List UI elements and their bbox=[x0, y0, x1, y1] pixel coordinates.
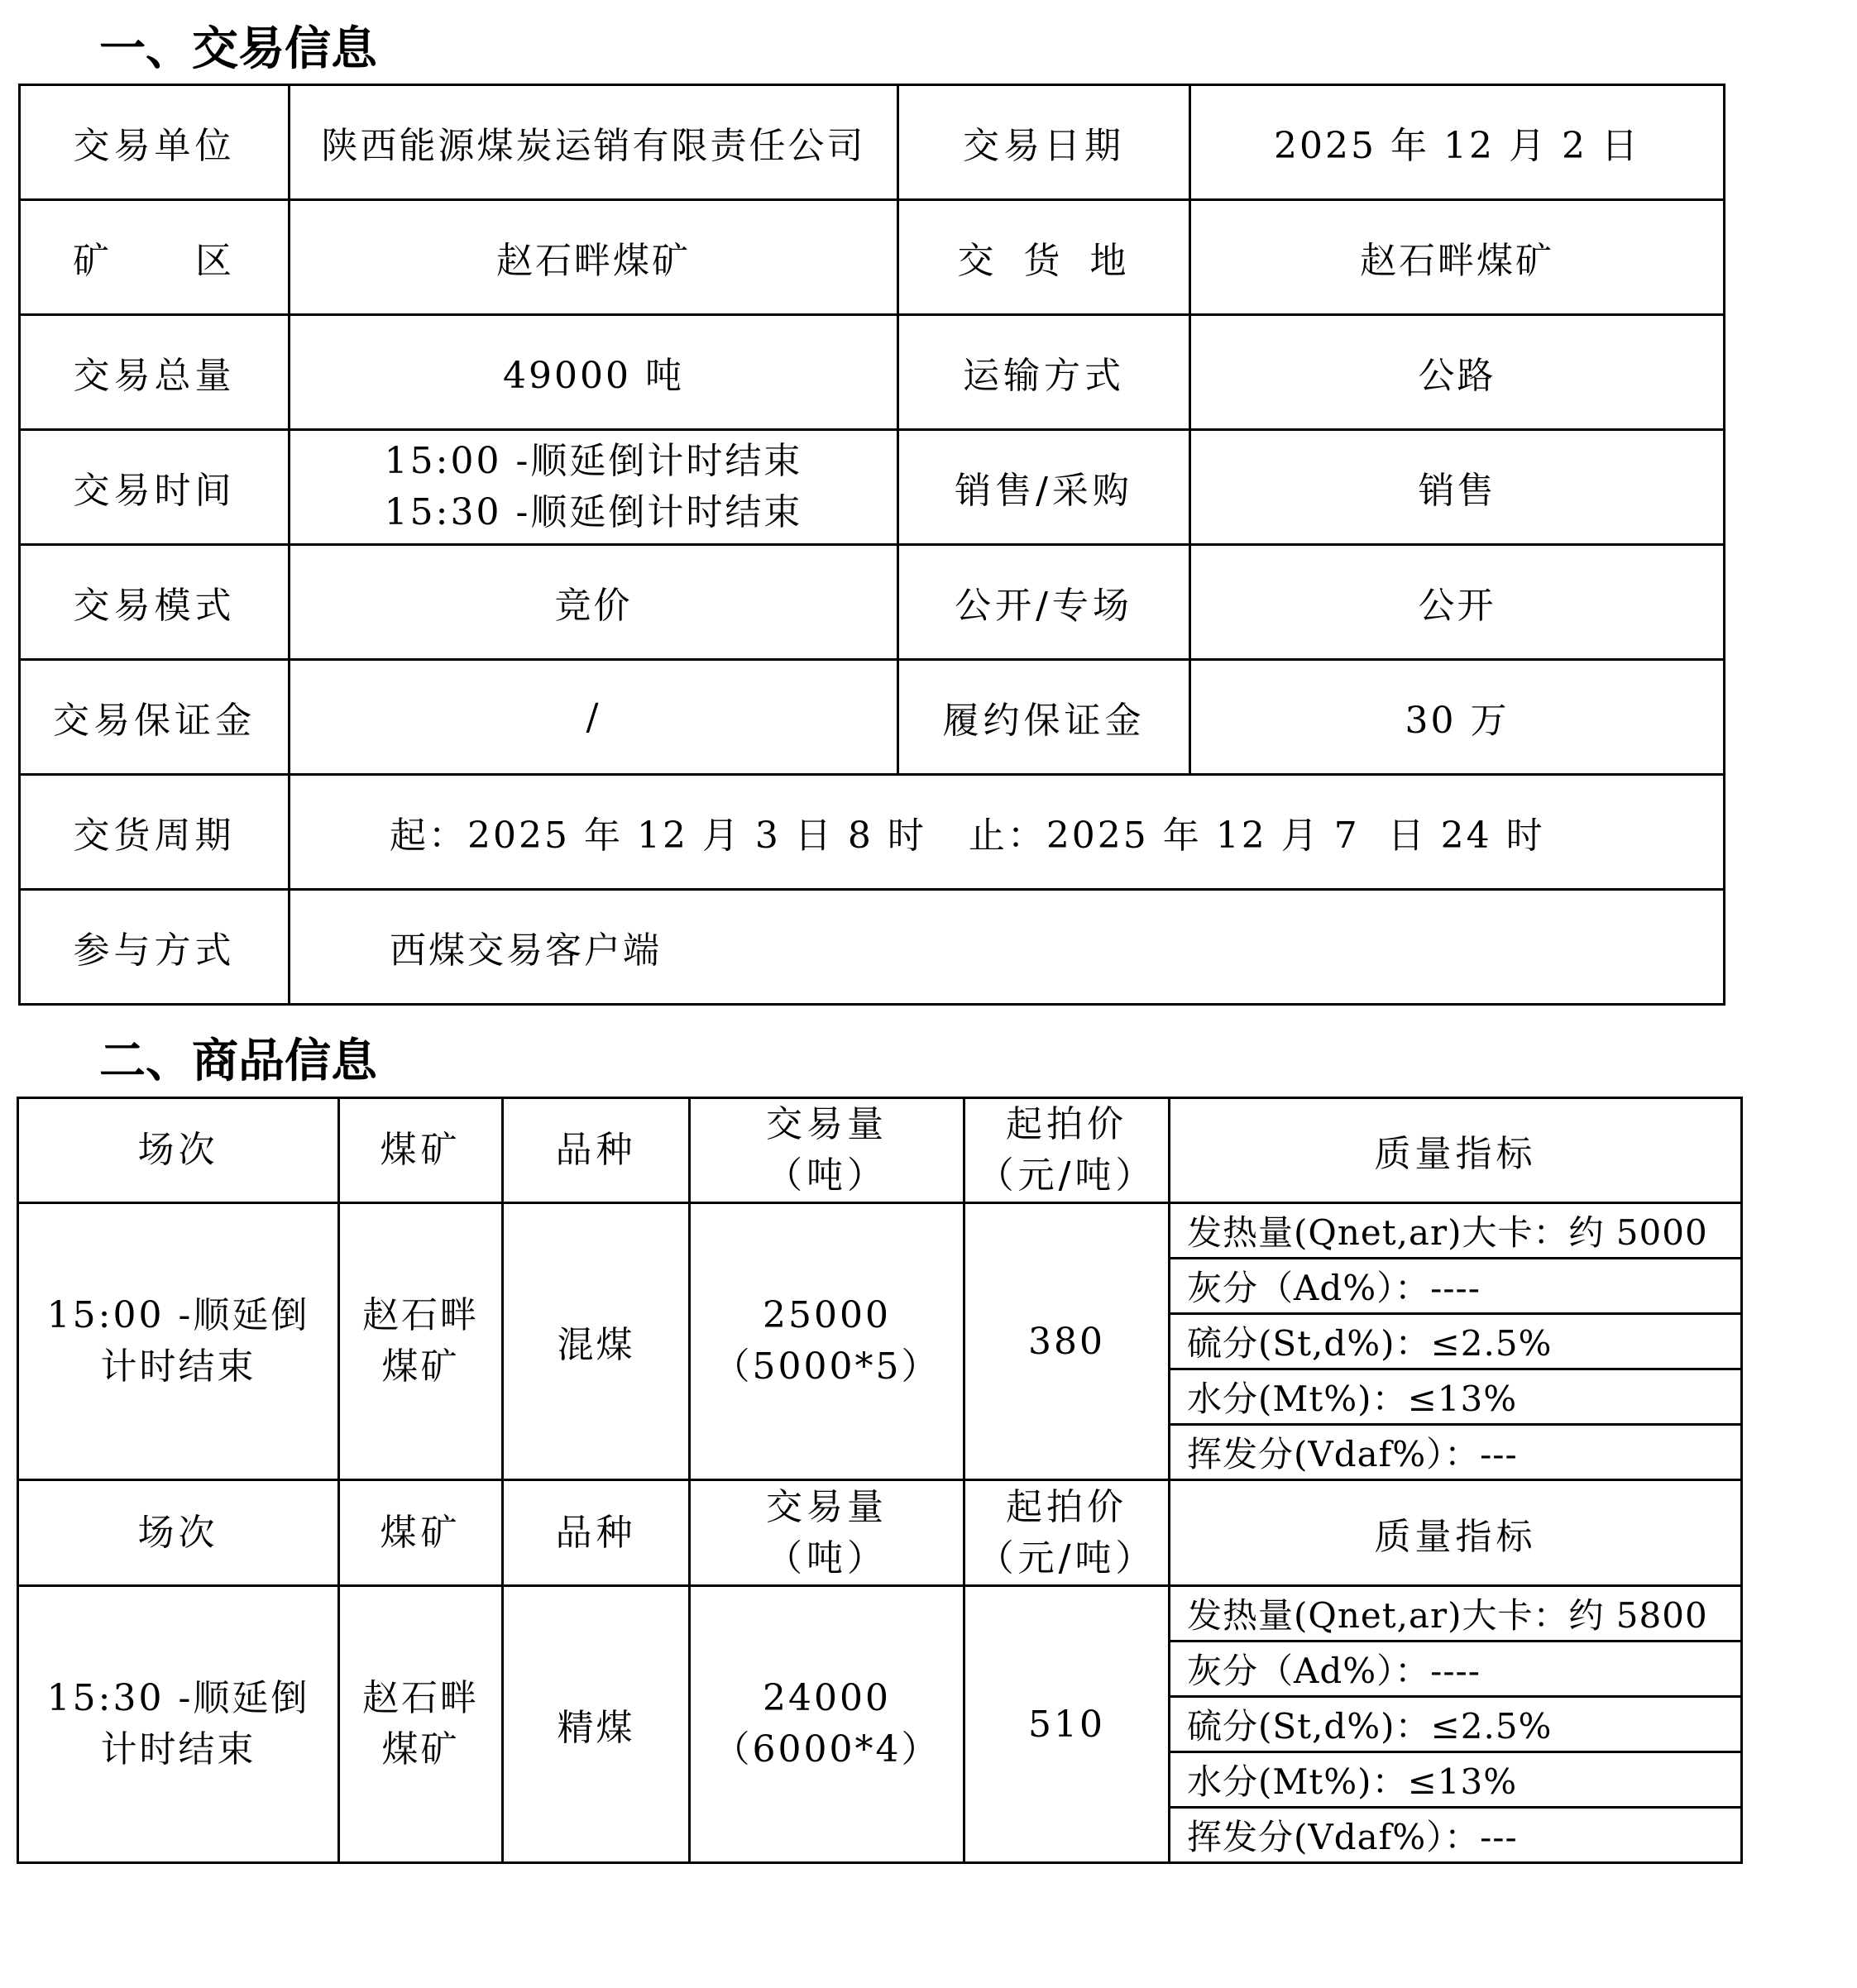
unit-label: 交易单位 bbox=[20, 85, 290, 200]
header-quantity: 交易量 （吨） bbox=[690, 1098, 964, 1203]
lot-1-ash: 灰分（Ad%）：---- bbox=[1170, 1259, 1742, 1314]
time-value-line-1: 15:00 -顺延倒计时结束 bbox=[384, 440, 803, 482]
date-label: 交易日期 bbox=[898, 85, 1190, 200]
mode-label: 交易模式 bbox=[20, 545, 290, 660]
total-value: 49000 吨 bbox=[290, 315, 898, 430]
mine-label: 矿 区 bbox=[20, 200, 290, 315]
open-label: 公开/专场 bbox=[898, 545, 1190, 660]
lot-2-mine: 赵石畔 煤矿 bbox=[339, 1586, 503, 1863]
lot-2-session: 15:30 -顺延倒 计时结束 bbox=[18, 1586, 339, 1863]
lot-2-price: 510 bbox=[964, 1586, 1170, 1863]
lot-2-quantity: 24000 （6000*4） bbox=[690, 1586, 964, 1863]
lot-1-sulfur: 硫分(St,d%)：≤2.5% bbox=[1170, 1314, 1742, 1369]
header-quantity-2: 交易量 （吨） bbox=[690, 1480, 964, 1586]
sale-label: 销售/采购 bbox=[898, 430, 1190, 545]
section-2-heading: 二、商品信息 bbox=[99, 1035, 377, 1088]
header-session-2: 场次 bbox=[18, 1480, 339, 1586]
lot-1-quantity: 25000 （5000*5） bbox=[690, 1203, 964, 1480]
lot-2-moisture: 水分(Mt%)：≤13% bbox=[1170, 1752, 1742, 1808]
unit-value: 陕西能源煤炭运销有限责任公司 bbox=[290, 85, 898, 200]
header-quality: 质量指标 bbox=[1170, 1098, 1742, 1203]
lot-2-ash: 灰分（Ad%）：---- bbox=[1170, 1642, 1742, 1697]
lot-2-sulfur: 硫分(St,d%)：≤2.5% bbox=[1170, 1697, 1742, 1752]
delivery-place-value: 赵石畔煤矿 bbox=[1190, 200, 1725, 315]
transport-label: 运输方式 bbox=[898, 315, 1190, 430]
open-value: 公开 bbox=[1190, 545, 1725, 660]
time-value bbox=[290, 430, 898, 545]
lot-1-session: 15:00 -顺延倒 计时结束 bbox=[18, 1203, 339, 1480]
header-price-2: 起拍价 （元/吨） bbox=[964, 1480, 1170, 1586]
lot-2-heat-value: 发热量(Qnet,ar)大卡：约 5800 bbox=[1170, 1586, 1742, 1642]
participation-label: 参与方式 bbox=[20, 890, 290, 1005]
delivery-period-label: 交货周期 bbox=[20, 775, 290, 890]
header-variety-2: 品种 bbox=[503, 1480, 690, 1586]
deposit-label: 交易保证金 bbox=[20, 660, 290, 775]
header-variety: 品种 bbox=[503, 1098, 690, 1203]
time-value-line-2: 15:30 -顺延倒计时结束 bbox=[384, 491, 803, 533]
participation-value: 西煤交易客户端 bbox=[290, 890, 1725, 1005]
product-info-table bbox=[17, 1097, 1743, 1864]
header-price: 起拍价 （元/吨） bbox=[964, 1098, 1170, 1203]
lot-1-heat-value: 发热量(Qnet,ar)大卡：约 5000 bbox=[1170, 1203, 1742, 1259]
header-session: 场次 bbox=[18, 1098, 339, 1203]
header-quality-2: 质量指标 bbox=[1170, 1480, 1742, 1586]
transaction-info-table bbox=[18, 84, 1725, 1006]
performance-deposit-label: 履约保证金 bbox=[898, 660, 1190, 775]
lot-1-variety: 混煤 bbox=[503, 1203, 690, 1480]
date-value: 2025 年 12 月 2 日 bbox=[1190, 85, 1725, 200]
lot-1-moisture: 水分(Mt%)：≤13% bbox=[1170, 1369, 1742, 1425]
delivery-place-label: 交 货 地 bbox=[898, 200, 1190, 315]
lot-2-volatile: 挥发分(Vdaf%）：--- bbox=[1170, 1808, 1742, 1863]
mine-value: 赵石畔煤矿 bbox=[290, 200, 898, 315]
delivery-period-value: 起：2025 年 12 月 3 日 8 时 止：2025 年 12 月 7 日 24 时 bbox=[290, 775, 1725, 890]
time-label: 交易时间 bbox=[20, 430, 290, 545]
header-mine: 煤矿 bbox=[339, 1098, 503, 1203]
lot-2-variety: 精煤 bbox=[503, 1586, 690, 1863]
sale-value: 销售 bbox=[1190, 430, 1725, 545]
lot-1-price: 380 bbox=[964, 1203, 1170, 1480]
lot-1-volatile: 挥发分(Vdaf%）：--- bbox=[1170, 1425, 1742, 1480]
transport-value: 公路 bbox=[1190, 315, 1725, 430]
header-mine-2: 煤矿 bbox=[339, 1480, 503, 1586]
section-1-heading: 一、交易信息 bbox=[99, 22, 377, 76]
performance-deposit-value: 30 万 bbox=[1190, 660, 1725, 775]
mode-value: 竞价 bbox=[290, 545, 898, 660]
lot-1-mine: 赵石畔 煤矿 bbox=[339, 1203, 503, 1480]
deposit-value: / bbox=[290, 660, 898, 775]
total-label: 交易总量 bbox=[20, 315, 290, 430]
